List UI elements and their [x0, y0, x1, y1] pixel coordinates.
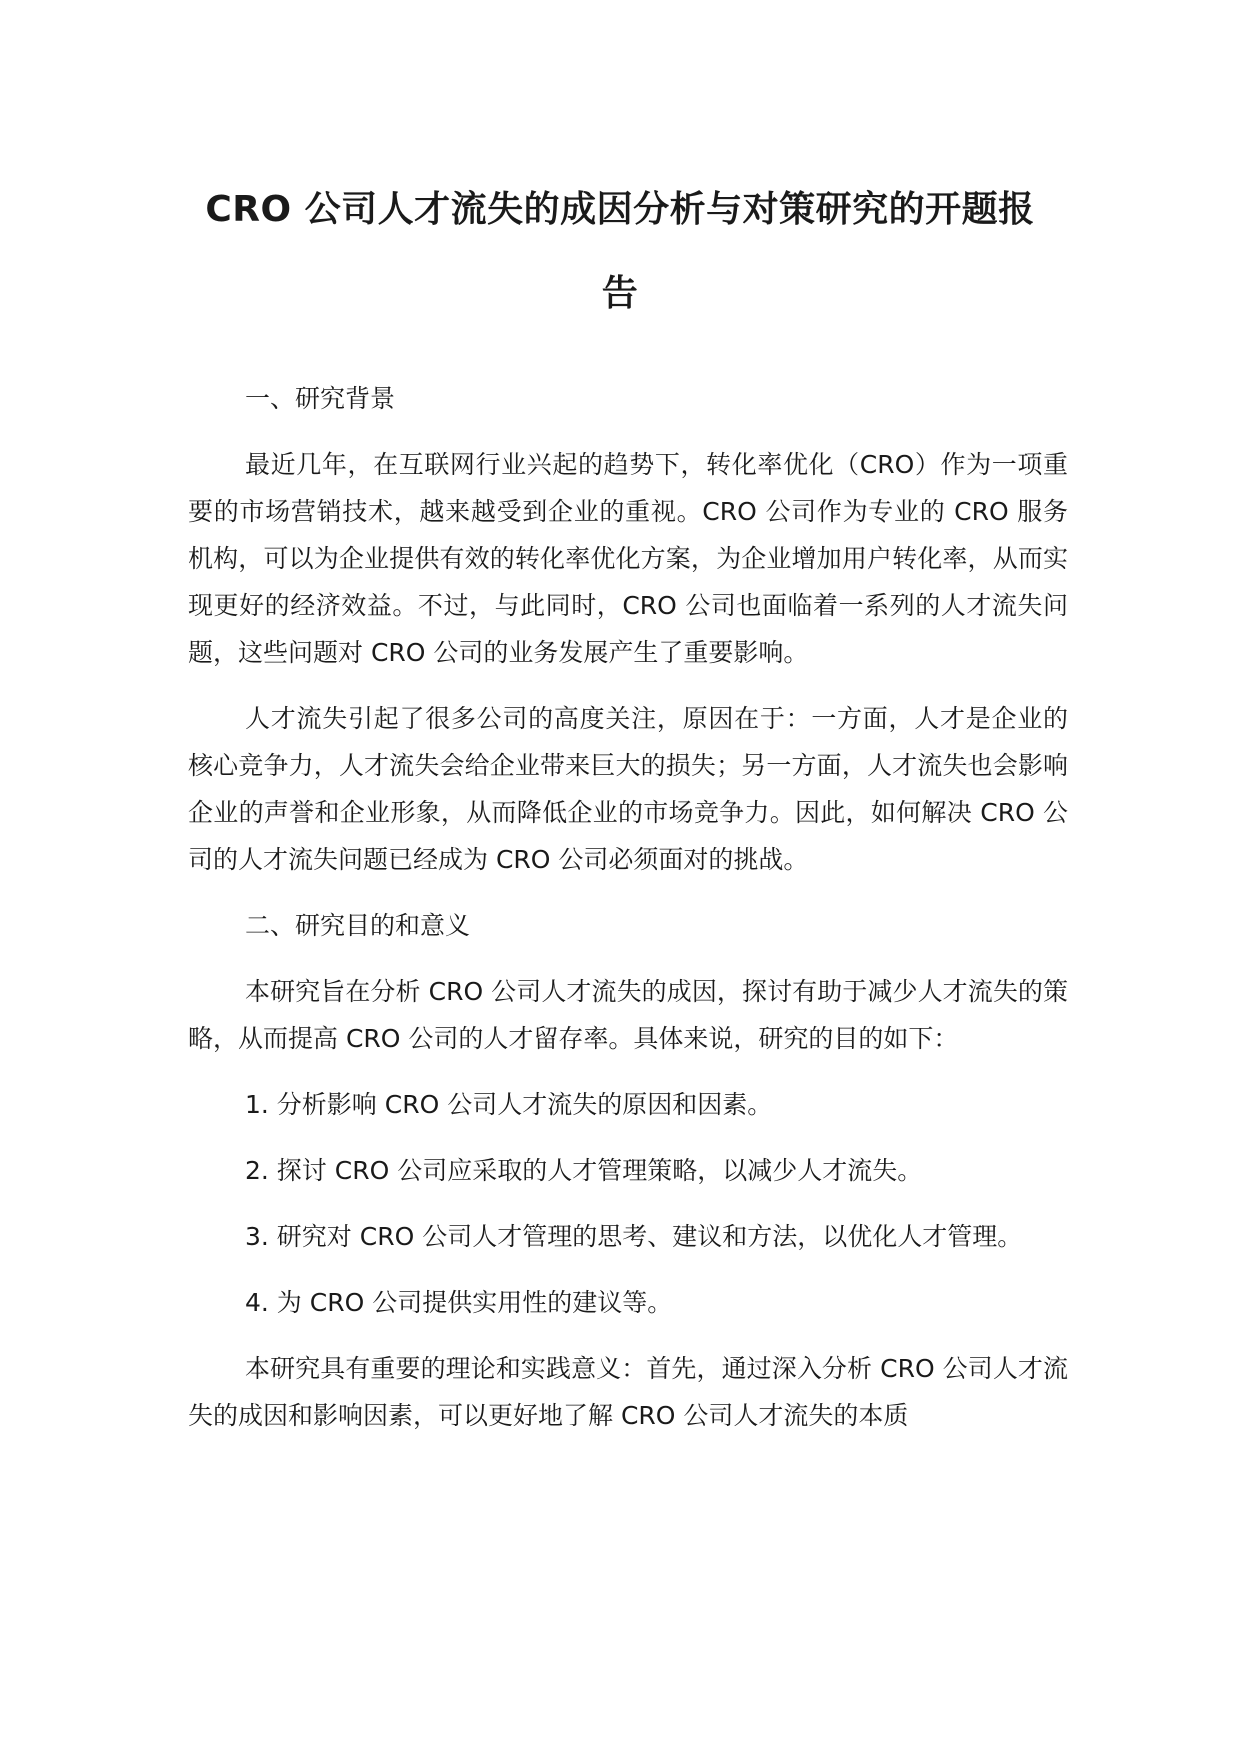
purpose-list-item: 1. 分析影响 CRO 公司人才流失的原因和因素。: [245, 1090, 773, 1119]
background-paragraph-1: 最近几年，在互联网行业兴起的趋势下，转化率优化（CRO）作为一项重要的市场营销技术，越来越受到企业的重视。CRO 公司作为专业的 CRO 服务机构，可以为企业提供有效的转化率优化方案，为企业增加用户转化率，从而实现更好的经济效益。不过，与此同时，CRO 公司也面临着一系列的人才流失问题，这些问题对 CRO 公司的业务发展产生了重要影响。: [188, 450, 1068, 667]
document-body: [188, 375, 1068, 1458]
section-heading-background: 一、研究背景: [245, 384, 396, 413]
purpose-intro-paragraph: 本研究旨在分析 CRO 公司人才流失的成因，探讨有助于减少人才流失的策略，从而提高 CRO 公司的人才留存率。具体来说，研究的目的如下：: [188, 977, 1068, 1053]
document-title: CRO 公司人才流失的成因分析与对策研究的开题报告: [205, 189, 1035, 314]
purpose-list-item: 3. 研究对 CRO 公司人才管理的思考、建议和方法，以优化人才管理。: [245, 1222, 1023, 1251]
purpose-list-item: 4. 为 CRO 公司提供实用性的建议等。: [245, 1288, 673, 1317]
background-paragraph-2: 人才流失引起了很多公司的高度关注，原因在于：一方面，人才是企业的核心竞争力，人才流失会给企业带来巨大的损失；另一方面，人才流失也会影响企业的声誉和企业形象，从而降低企业的市场竞争力。因此，如何解决 CRO 公司的人才流失问题已经成为 CRO 公司必须面对的挑战。: [188, 704, 1068, 874]
purpose-list-item: 2. 探讨 CRO 公司应采取的人才管理策略，以减少人才流失。: [245, 1156, 923, 1185]
significance-paragraph: 本研究具有重要的理论和实践意义：首先，通过深入分析 CRO 公司人才流失的成因和影响因素，可以更好地了解 CRO 公司人才流失的本质: [188, 1354, 1068, 1430]
section-heading-purpose: 二、研究目的和意义: [245, 911, 471, 940]
